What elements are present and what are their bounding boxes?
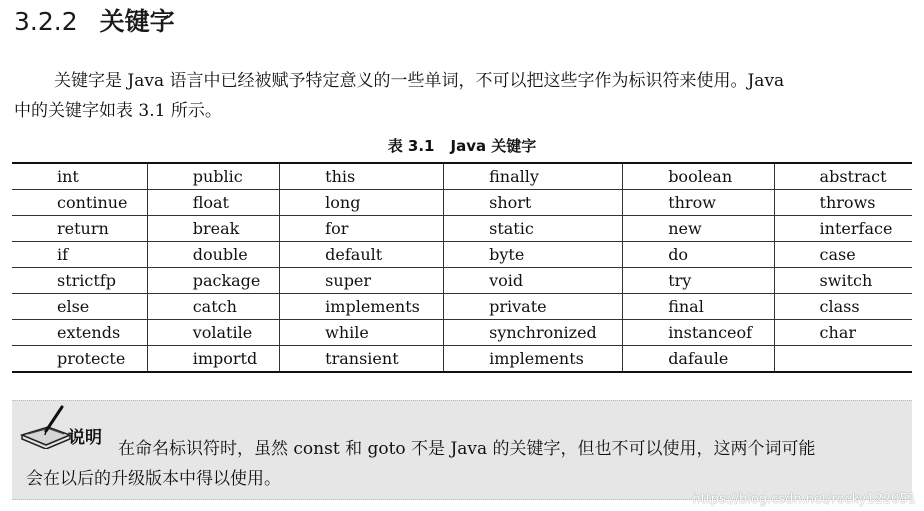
table-caption (0, 135, 924, 156)
keyword-cell: protecte (12, 346, 147, 373)
table-row (12, 163, 912, 190)
keyword-cell: static (444, 216, 623, 242)
note-box (12, 400, 912, 500)
keyword-cell: while (280, 320, 444, 346)
table-row (12, 242, 912, 268)
keyword-cell: super (280, 268, 444, 294)
intro-line-1: 关键字是 Java 语言中已经被赋予特定意义的一些单词，不可以把这些字作为标识符来使用。Java (54, 71, 785, 91)
keyword-cell: synchronized (444, 320, 623, 346)
keyword-cell (774, 346, 912, 373)
keyword-cell: continue (12, 190, 147, 216)
table-row (12, 346, 912, 373)
keyword-cell: interface (774, 216, 912, 242)
table-caption-title: Java 关键字 (450, 137, 537, 155)
note-line-1: 在命名标识符时，虽然 const 和 goto 不是 Java 的关键字，但也不可以使用，这两个词可能 (118, 439, 816, 459)
keyword-cell: importd (147, 346, 279, 373)
keyword-cell: this (280, 163, 444, 190)
keyword-cell: strictfp (12, 268, 147, 294)
note-text (26, 434, 906, 494)
keyword-cell: if (12, 242, 147, 268)
note-label: 说明 (68, 428, 102, 448)
table-row (12, 294, 912, 320)
table-row (12, 190, 912, 216)
keyword-cell: long (280, 190, 444, 216)
keyword-cell: instanceof (623, 320, 774, 346)
keyword-cell: return (12, 216, 147, 242)
keyword-cell: abstract (774, 163, 912, 190)
section-title: 关键字 (99, 7, 175, 36)
keyword-cell: break (147, 216, 279, 242)
intro-line-2: 中的关键字如表 3.1 所示。 (14, 101, 222, 121)
keyword-cell: final (623, 294, 774, 320)
keyword-cell: extends (12, 320, 147, 346)
keyword-cell: public (147, 163, 279, 190)
keyword-cell: volatile (147, 320, 279, 346)
section-number: 3.2.2 (14, 7, 78, 36)
table-caption-label: 表 3.1 (387, 137, 435, 155)
keyword-cell: case (774, 242, 912, 268)
keyword-cell: float (147, 190, 279, 216)
keyword-cell: for (280, 216, 444, 242)
keyword-cell: transient (280, 346, 444, 373)
keyword-cell: package (147, 268, 279, 294)
keyword-cell: implements (280, 294, 444, 320)
keyword-cell: catch (147, 294, 279, 320)
keyword-cell: do (623, 242, 774, 268)
note-line-2: 会在以后的升级版本中得以使用。 (26, 469, 281, 489)
keyword-cell: byte (444, 242, 623, 268)
keyword-cell: void (444, 268, 623, 294)
keyword-cell: class (774, 294, 912, 320)
intro-paragraph (14, 66, 914, 126)
keyword-cell: switch (774, 268, 912, 294)
keyword-cell: char (774, 320, 912, 346)
keyword-cell: throw (623, 190, 774, 216)
keyword-cell: private (444, 294, 623, 320)
keywords-table (12, 162, 912, 373)
keyword-cell: try (623, 268, 774, 294)
keyword-cell: int (12, 163, 147, 190)
keyword-cell: double (147, 242, 279, 268)
table-row (12, 268, 912, 294)
table-row (12, 320, 912, 346)
keyword-cell: boolean (623, 163, 774, 190)
section-heading (14, 2, 175, 38)
keyword-cell: finally (444, 163, 623, 190)
keyword-cell: dafaule (623, 346, 774, 373)
keyword-cell: short (444, 190, 623, 216)
watermark: https://blog.csdn.net/rocky122051 (692, 492, 916, 507)
keyword-cell: else (12, 294, 147, 320)
table-row (12, 216, 912, 242)
keyword-cell: new (623, 216, 774, 242)
keyword-cell: implements (444, 346, 623, 373)
keyword-cell: default (280, 242, 444, 268)
keyword-cell: throws (774, 190, 912, 216)
